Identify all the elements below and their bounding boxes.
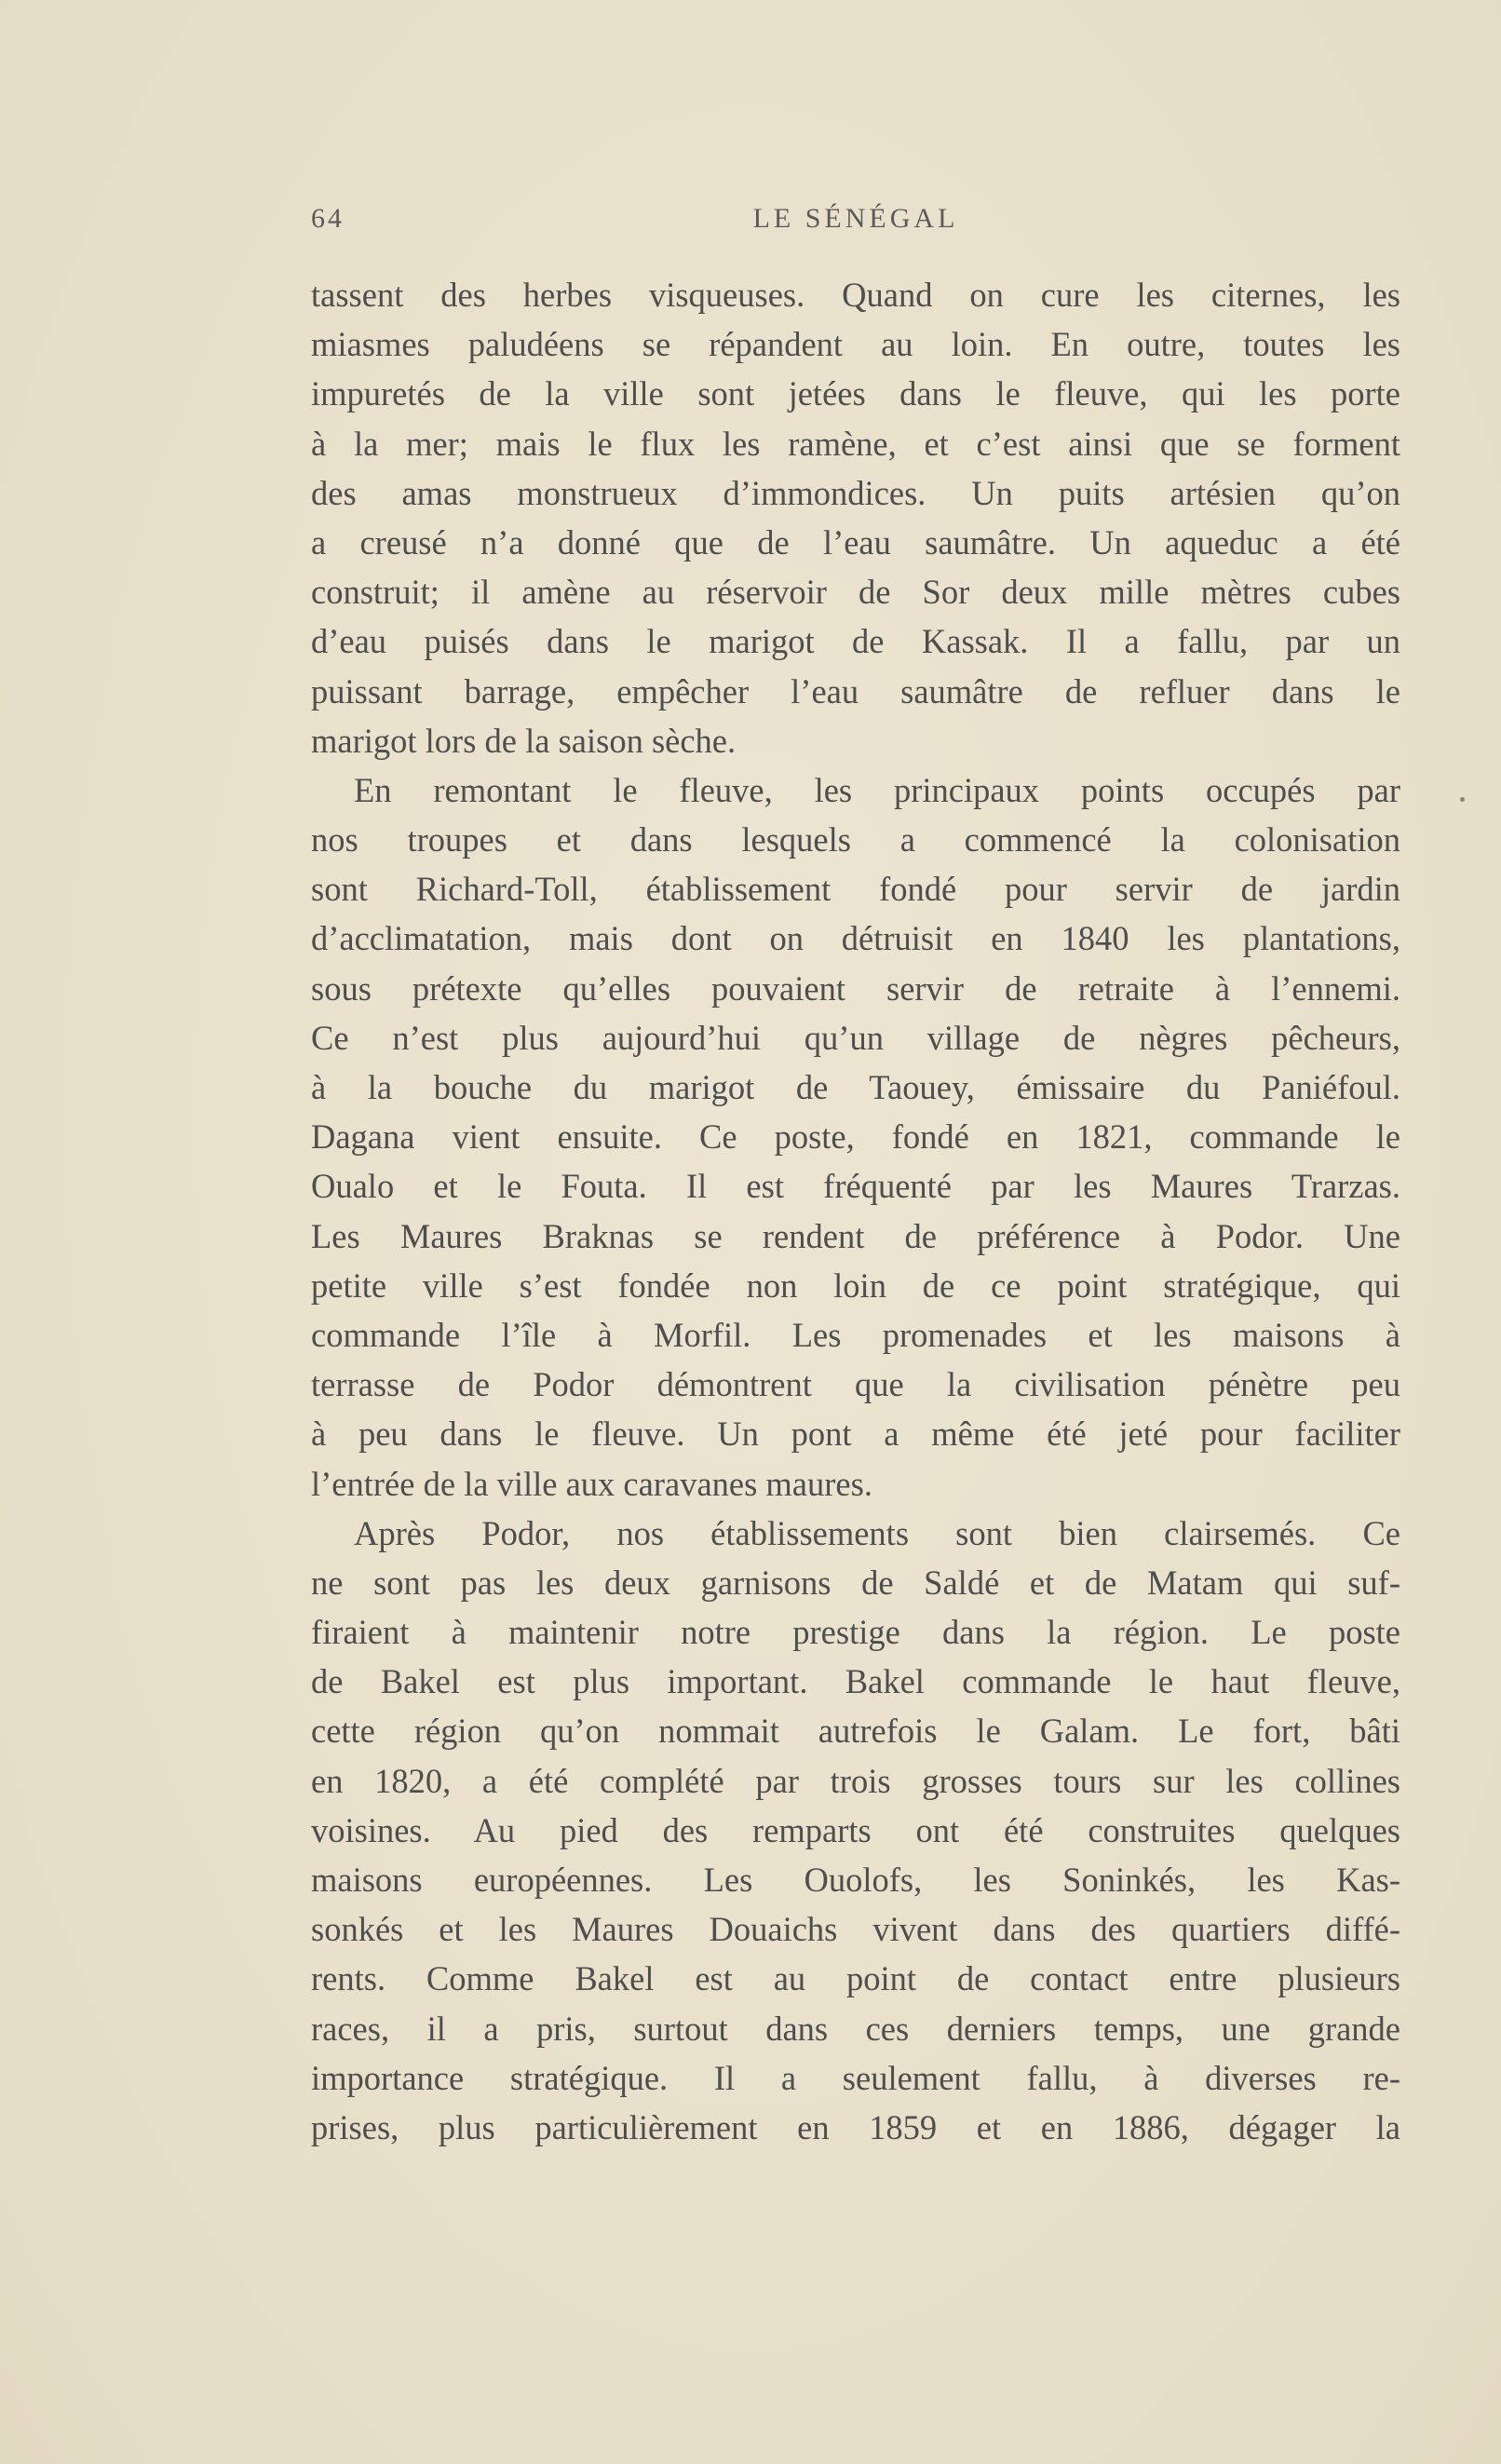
page-number: 64 xyxy=(311,203,345,234)
text-line: ne sont pas les deux garnisons de Saldé et de Matam qui suf- xyxy=(311,1563,1400,1602)
text-line: construit; il amène au réservoir de Sor deux mille mètres cubes xyxy=(311,573,1400,612)
text-line: de Bakel est plus important. Bakel commande le haut fleuve, xyxy=(311,1662,1400,1701)
text-line: firaient à maintenir notre prestige dans la région. Le poste xyxy=(311,1613,1400,1652)
text-line: importance stratégique. Il a seulement fallu, à diverses re- xyxy=(311,2058,1400,2097)
text-line: à la mer; mais le flux les ramène, et c’est ainsi que se forment xyxy=(311,424,1400,463)
text-line: sous prétexte qu’elles pouvaient servir de retraite à l’ennemi. xyxy=(311,968,1400,1008)
text-line: en 1820, a été complété par trois grosses tours sur les collines xyxy=(311,1761,1400,1800)
text-line: des amas monstrueux d’immondices. Un puits artésien qu’on xyxy=(311,473,1400,512)
text-line: Oualo et le Fouta. Il est fréquenté par les Maures Trarzas. xyxy=(311,1167,1400,1206)
text-line: maisons européennes. Les Ouolofs, les Soninkés, les Kas- xyxy=(311,1861,1400,1899)
text-line: a creusé n’a donné que de l’eau saumâtre. Un aqueduc a été xyxy=(311,522,1400,562)
text-line: prises, plus particulièrement en 1859 et en 1886, dégager la xyxy=(311,2107,1400,2146)
text-line: d’acclimatation, mais dont on détruisit en 1840 les plantations, xyxy=(311,919,1400,958)
text-line: Dagana vient ensuite. Ce poste, fondé en 1821, commande le xyxy=(311,1117,1400,1157)
text-line: races, il a pris, surtout dans ces derniers temps, une grande xyxy=(311,2009,1400,2048)
text-line: miasmes paludéens se répandent au loin. En outre, toutes les xyxy=(311,325,1400,364)
text-line: cette région qu’on nommait autrefois le Galam. Le fort, bâti xyxy=(311,1712,1400,1751)
text-line: sont Richard-Toll, établissement fondé pour servir de jardin xyxy=(311,870,1400,909)
text-line: terrasse de Podor démontrent que la civilisation pénètre peu xyxy=(311,1365,1400,1404)
text-line: à la bouche du marigot de Taouey, émissaire du Paniéfoul. xyxy=(311,1068,1400,1106)
text-line: petite ville s’est fondée non loin de ce point stratégique, qui xyxy=(311,1266,1400,1305)
text-line: à peu dans le fleuve. Un pont a même été jeté pour faciliter xyxy=(311,1415,1400,1454)
paragraph-last-line: marigot lors de la saison sèche. xyxy=(311,721,737,760)
text-line: puissant barrage, empêcher l’eau saumâtre de refluer dans le xyxy=(311,671,1400,711)
text-line: rents. Comme Bakel est au point de contact entre plusieurs xyxy=(311,1959,1400,1998)
text-line: Les Maures Braknas se rendent de préférence à Podor. Une xyxy=(311,1216,1400,1255)
text-line: Ce n’est plus aujourd’hui qu’un village de nègres pêcheurs, xyxy=(311,1018,1400,1057)
paragraph-last-line: l’entrée de la ville aux caravanes maures. xyxy=(311,1464,872,1503)
body-text xyxy=(311,270,1400,2152)
paragraph-first-line: En remontant le fleuve, les principaux points occupés par xyxy=(354,770,1400,809)
paragraph-first-line: Après Podor, nos établissements sont bien clairsemés. Ce xyxy=(354,1513,1400,1552)
paper-speck xyxy=(1460,797,1465,802)
text-line: impuretés de la ville sont jetées dans le fleuve, qui les porte xyxy=(311,374,1400,413)
chapter-title: LE SÉNÉGAL xyxy=(752,203,959,234)
text-line: commande l’île à Morfil. Les promenades et les maisons à xyxy=(311,1315,1400,1354)
text-line: nos troupes et dans lesquels a commencé la colonisation xyxy=(311,820,1400,860)
text-line: d’eau puisés dans le marigot de Kassak. Il a fallu, par un xyxy=(311,622,1400,661)
text-line: voisines. Au pied des remparts ont été construites quelques xyxy=(311,1810,1400,1849)
running-head xyxy=(311,203,1400,246)
text-line: tassent des herbes visqueuses. Quand on cure les citernes, les xyxy=(311,276,1400,314)
text-line: sonkés et les Maures Douaichs vivent dans des quartiers diffé- xyxy=(311,1910,1400,1949)
